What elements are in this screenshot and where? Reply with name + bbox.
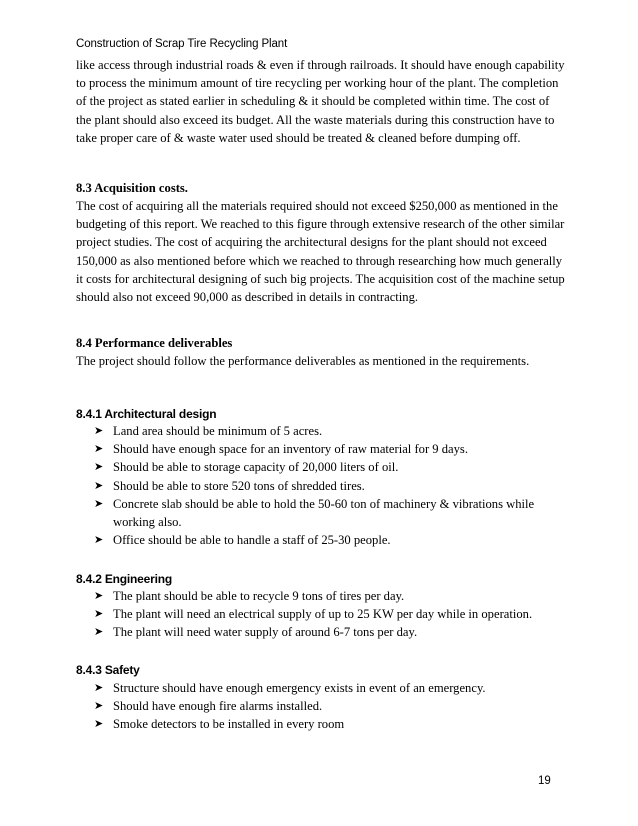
list-item [94,623,564,641]
section-8-4-heading: 8.4 Performance deliverables [76,336,233,350]
section-8-4-3-heading: 8.4.3 Safety [76,663,140,677]
list-item-text: The plant will need water supply of around 6-7 tons per day. [113,625,418,640]
list-item [94,458,564,476]
section-8-3-paragraph: The cost of acquiring all the materials required should not exceed $250,000 as mentioned in the budgeting of this report. We reached to this figure through extensive research of the other similar project studies. The cost of acquiring the architectural designs for the plant should not exceed 150,000 as also mentioned before which we reached to through researching how much generally it costs for architectural designing of such big projects. The acquisition cost of the machine setup should also not exceed 90,000 as described in details in contracting. [76,199,565,305]
list-item [94,422,564,440]
list-item [94,605,564,623]
list-item-text: The plant should be able to recycle 9 tons of tires per day. [113,589,405,603]
list-item [94,477,564,495]
list-item [94,679,564,697]
architectural-design-list [94,422,564,549]
arrow-bullet-icon: ➤ [94,442,104,456]
section-8-4-1-heading: 8.4.1 Architectural design [76,407,217,421]
arrow-bullet-icon: ➤ [94,589,104,602]
arrow-bullet-icon: ➤ [94,460,104,474]
intro-paragraph: like access through industrial roads & even if through railroads. It should have enough capability to process the minimum amount of tire recycling per working hour of the plant. The completion of the project as stated earlier in scheduling & it should be completed within time. The cost of the plant should also exceed its budget. All the waste materials during this construction have to take proper care of & waste water used should be treated & cleaned before dumping off. [76,58,565,145]
page-number: 19 [538,775,551,787]
list-item-text: Should have enough fire alarms installed. [113,699,323,714]
arrow-bullet-icon: ➤ [94,496,104,510]
list-item-text: The plant will need an electrical supply of up to 25 KW per day while in operation. [113,607,533,622]
engineering-list [94,587,564,642]
list-item [94,697,564,715]
section-8-3-heading: 8.3 Acquisition costs. [76,181,188,195]
arrow-bullet-icon: ➤ [94,424,104,437]
list-item-text: Should have enough space for an inventory of raw material for 9 days. [113,442,468,457]
list-item-text: Concrete slab should be able to hold the 50-60 ton of machinery & vibrations while working also. [113,496,535,530]
safety-list [94,679,564,734]
section-8-4-2-heading: 8.4.2 Engineering [76,572,172,586]
list-item [94,587,564,605]
list-item-text: Office should be able to handle a staff of 25-30 people. [113,533,391,548]
arrow-bullet-icon: ➤ [94,478,104,492]
list-item-text: Land area should be minimum of 5 acres. [113,424,323,438]
arrow-bullet-icon: ➤ [94,717,104,731]
list-item [94,715,564,733]
arrow-bullet-icon: ➤ [94,607,104,621]
arrow-bullet-icon: ➤ [94,533,104,547]
list-item [94,531,564,549]
list-item-text: Should be able to store 520 tons of shredded tires. [113,478,365,493]
list-item-text: Should be able to storage capacity of 20,000 liters of oil. [113,460,399,475]
list-item-text: Structure should have enough emergency exists in event of an emergency. [113,681,486,695]
list-item [94,495,564,531]
list-item-text: Smoke detectors to be installed in every room [113,717,345,732]
section-8-4-paragraph: The project should follow the performance deliverables as mentioned in the requirements. [76,354,530,368]
arrow-bullet-icon: ➤ [94,699,104,713]
arrow-bullet-icon: ➤ [94,625,104,639]
list-item [94,440,564,458]
arrow-bullet-icon: ➤ [94,681,104,694]
running-header: Construction of Scrap Tire Recycling Plant [76,38,288,50]
